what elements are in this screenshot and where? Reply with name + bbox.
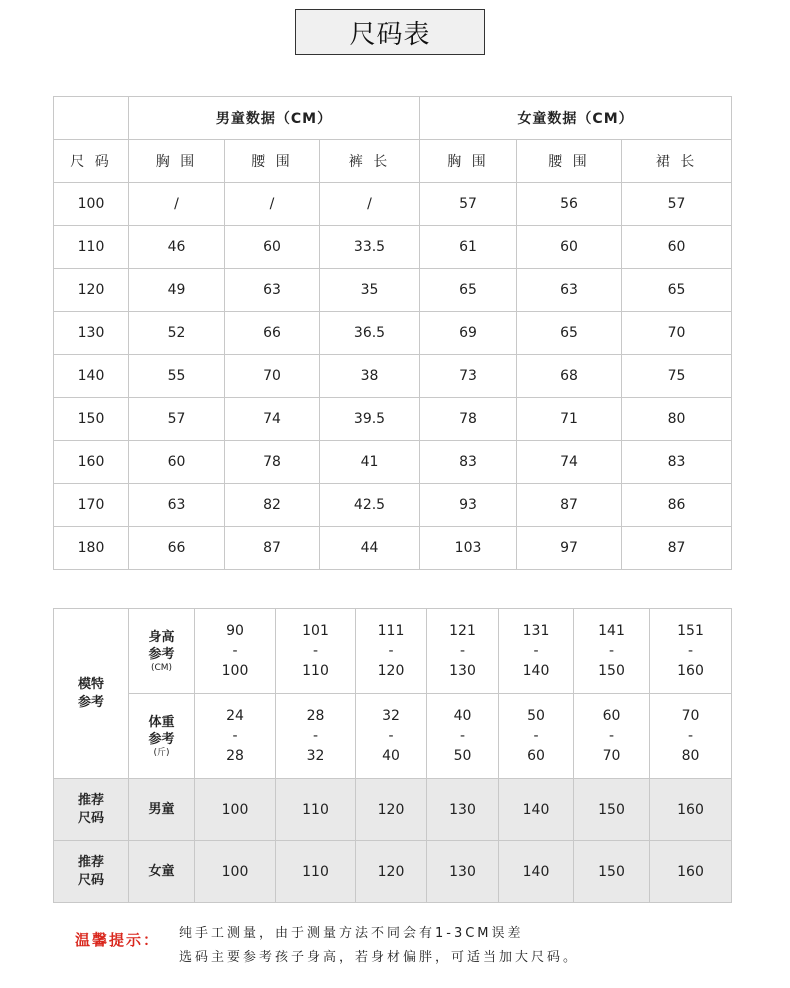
boy-size-cell: 160 — [650, 779, 732, 841]
value-cell: 82 — [225, 484, 320, 527]
table-row — [54, 398, 732, 441]
size-cell: 160 — [54, 441, 129, 484]
recommend-size-label: 推荐 尺码 — [54, 841, 129, 903]
value-cell: 78 — [420, 398, 517, 441]
size-cell: 150 — [54, 398, 129, 441]
tip-line-1: 纯手工测量，由于测量方法不同会有1-3CM误差 — [179, 926, 524, 941]
value-cell: / — [320, 183, 420, 226]
value-cell: 60 — [517, 226, 622, 269]
value-cell: 52 — [129, 312, 225, 355]
weight-range-cell: 50 - 60 — [499, 694, 574, 779]
weight-label-line1: 体重 — [148, 714, 175, 730]
height-label-line1: 身高 — [148, 629, 175, 645]
table-row — [54, 441, 732, 484]
weight-unit: (斤) — [153, 747, 170, 758]
girl-skirt-length-header: 裙 长 — [622, 140, 732, 183]
value-cell: 42.5 — [320, 484, 420, 527]
value-cell: 103 — [420, 527, 517, 570]
value-cell: 71 — [517, 398, 622, 441]
value-cell: 57 — [129, 398, 225, 441]
height-range-cell: 141 - 150 — [574, 609, 650, 694]
height-label-line2: 参考 — [148, 646, 175, 662]
weight-range-cell: 70 - 80 — [650, 694, 732, 779]
height-range-cell: 121 - 130 — [427, 609, 499, 694]
value-cell: 80 — [622, 398, 732, 441]
value-cell: 83 — [420, 441, 517, 484]
value-cell: / — [129, 183, 225, 226]
value-cell: 66 — [129, 527, 225, 570]
value-cell: 39.5 — [320, 398, 420, 441]
boy-recommend-row — [54, 779, 732, 841]
model-reference-label — [54, 609, 129, 779]
table-row — [54, 226, 732, 269]
recommend-size-label: 推荐 尺码 — [54, 779, 129, 841]
size-cell: 110 — [54, 226, 129, 269]
corner-cell — [54, 97, 129, 140]
girl-size-cell: 130 — [427, 841, 499, 903]
table-row — [54, 183, 732, 226]
boy-label: 男童 — [129, 779, 195, 841]
value-cell: 38 — [320, 355, 420, 398]
warm-tip — [75, 922, 755, 972]
boy-pants-length-header: 裤 长 — [320, 140, 420, 183]
weight-range-cell: 28 - 32 — [276, 694, 356, 779]
size-cell: 100 — [54, 183, 129, 226]
size-cell: 120 — [54, 269, 129, 312]
value-cell: 70 — [225, 355, 320, 398]
value-cell: 36.5 — [320, 312, 420, 355]
girl-size-cell: 120 — [356, 841, 427, 903]
value-cell: 56 — [517, 183, 622, 226]
model-label-line2: 参考 — [77, 694, 104, 710]
girl-label: 女童 — [129, 841, 195, 903]
value-cell: 55 — [129, 355, 225, 398]
height-unit: (CM) — [150, 662, 173, 673]
table-row — [54, 355, 732, 398]
boy-size-cell: 130 — [427, 779, 499, 841]
girl-recommend-row — [54, 841, 732, 903]
value-cell: 66 — [225, 312, 320, 355]
value-cell: 41 — [320, 441, 420, 484]
value-cell: 70 — [622, 312, 732, 355]
boy-waist-header: 腰 围 — [225, 140, 320, 183]
value-cell: 60 — [225, 226, 320, 269]
value-cell: 63 — [225, 269, 320, 312]
boy-size-cell: 150 — [574, 779, 650, 841]
value-cell: 57 — [420, 183, 517, 226]
value-cell: 65 — [622, 269, 732, 312]
weight-range-cell: 40 - 50 — [427, 694, 499, 779]
girl-data-header: 女童数据（CM） — [420, 97, 732, 140]
girl-size-cell: 160 — [650, 841, 732, 903]
value-cell: 93 — [420, 484, 517, 527]
size-cell: 180 — [54, 527, 129, 570]
value-cell: 74 — [517, 441, 622, 484]
boy-size-cell: 100 — [195, 779, 276, 841]
value-cell: 63 — [129, 484, 225, 527]
value-cell: 65 — [420, 269, 517, 312]
boy-chest-header: 胸 围 — [129, 140, 225, 183]
boy-data-header: 男童数据（CM） — [129, 97, 420, 140]
table-row — [54, 269, 732, 312]
model-label-line1: 模特 — [77, 676, 104, 692]
value-cell: 87 — [622, 527, 732, 570]
model-reference-table — [53, 608, 732, 903]
height-range-cell: 131 - 140 — [499, 609, 574, 694]
value-cell: 69 — [420, 312, 517, 355]
girl-size-cell: 100 — [195, 841, 276, 903]
value-cell: 73 — [420, 355, 517, 398]
weight-label-line2: 参考 — [148, 731, 175, 747]
value-cell: / — [225, 183, 320, 226]
value-cell: 60 — [129, 441, 225, 484]
boy-size-cell: 110 — [276, 779, 356, 841]
value-cell: 60 — [622, 226, 732, 269]
size-cell: 130 — [54, 312, 129, 355]
table-row — [54, 484, 732, 527]
value-cell: 49 — [129, 269, 225, 312]
size-cell: 170 — [54, 484, 129, 527]
girl-chest-header: 胸 围 — [420, 140, 517, 183]
value-cell: 63 — [517, 269, 622, 312]
height-range-cell: 111 - 120 — [356, 609, 427, 694]
girl-waist-header: 腰 围 — [517, 140, 622, 183]
value-cell: 46 — [129, 226, 225, 269]
value-cell: 74 — [225, 398, 320, 441]
value-cell: 97 — [517, 527, 622, 570]
height-range-cell: 151 - 160 — [650, 609, 732, 694]
boy-size-cell: 140 — [499, 779, 574, 841]
value-cell: 87 — [517, 484, 622, 527]
weight-range-cell: 32 - 40 — [356, 694, 427, 779]
size-column-header: 尺 码 — [54, 140, 129, 183]
table-row — [54, 312, 732, 355]
value-cell: 86 — [622, 484, 732, 527]
value-cell: 35 — [320, 269, 420, 312]
table-row — [54, 527, 732, 570]
value-cell: 75 — [622, 355, 732, 398]
boy-size-cell: 120 — [356, 779, 427, 841]
page-title: 尺码表 — [295, 9, 485, 55]
height-reference-label — [129, 609, 195, 694]
value-cell: 44 — [320, 527, 420, 570]
value-cell: 57 — [622, 183, 732, 226]
height-range-cell: 101 - 110 — [276, 609, 356, 694]
value-cell: 65 — [517, 312, 622, 355]
girl-size-cell: 150 — [574, 841, 650, 903]
value-cell: 61 — [420, 226, 517, 269]
value-cell: 33.5 — [320, 226, 420, 269]
value-cell: 83 — [622, 441, 732, 484]
value-cell: 78 — [225, 441, 320, 484]
size-chart-table — [53, 96, 732, 570]
value-cell: 68 — [517, 355, 622, 398]
girl-size-cell: 140 — [499, 841, 574, 903]
height-range-cell: 90 - 100 — [195, 609, 276, 694]
weight-range-cell: 24 - 28 — [195, 694, 276, 779]
tip-line-2: 选码主要参考孩子身高，若身材偏胖，可适当加大尺码。 — [179, 950, 580, 965]
value-cell: 87 — [225, 527, 320, 570]
weight-range-cell: 60 - 70 — [574, 694, 650, 779]
size-cell: 140 — [54, 355, 129, 398]
tip-label: 温馨提示： — [75, 931, 161, 949]
weight-reference-label — [129, 694, 195, 779]
girl-size-cell: 110 — [276, 841, 356, 903]
